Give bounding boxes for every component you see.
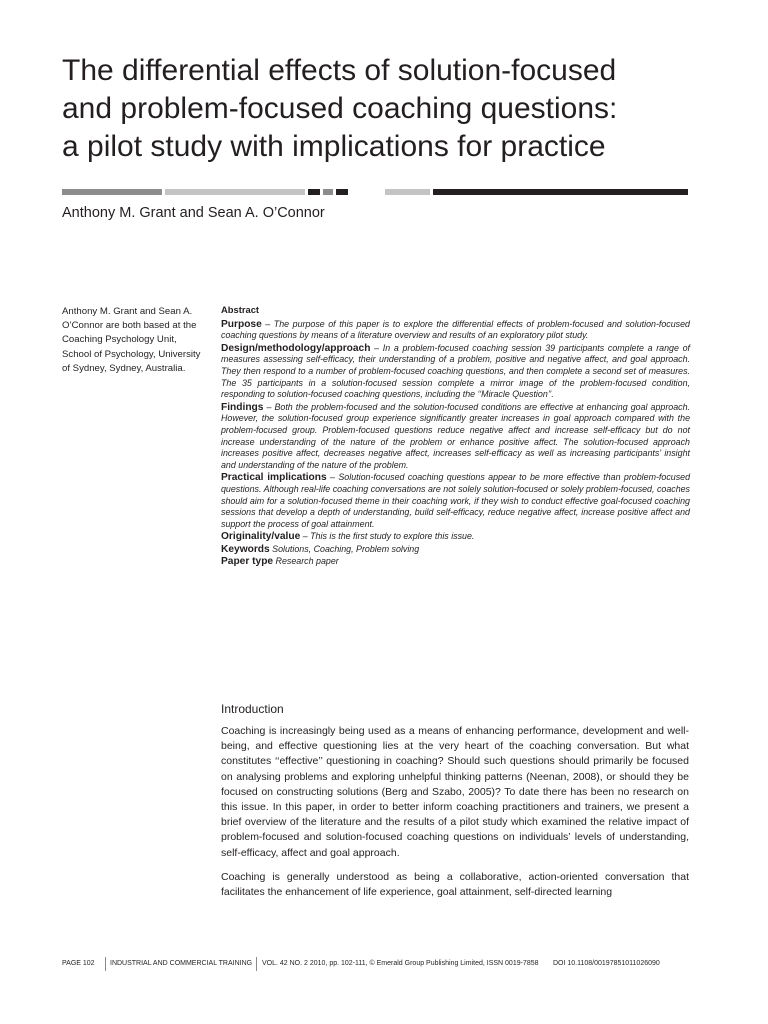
- section-heading: Introduction: [221, 702, 284, 716]
- abstract-implications: [221, 472, 690, 530]
- abstract-label: Design/methodology/approach: [221, 342, 371, 354]
- abstract-findings: [221, 402, 690, 472]
- citation: VOL. 42 NO. 2 2010, pp. 102-111, © Emerald Group Publishing Limited, ISSN 0019-7858: [262, 960, 539, 967]
- doi: DOI 10.1108/00197851011026090: [553, 960, 660, 967]
- title-line-2: and problem-focused coaching questions:: [62, 92, 618, 125]
- rule-segment: [323, 189, 333, 195]
- page-number: PAGE 102: [62, 960, 95, 967]
- abstract-label: Originality/value: [221, 531, 301, 543]
- rule-segment: [165, 189, 305, 195]
- abstract-text: Research paper: [273, 556, 339, 567]
- abstract-design: [221, 343, 690, 401]
- abstract-text: – Solution-focused coaching questions appear to be more effective than problem-focused questions. Although real-life coaching conversations are not solely solution-focused or solely problem-focused, coaches should aim for a solution-focused theme in their coaching work, if they wish to conduct effective goal-focused coaching sessions that develop a depth of understanding, build self-efficacy, reduce negative affect, increase positive affect and support the process of goal attainment.: [221, 472, 691, 529]
- abstract-text: – Both the problem-focused and the solution-focused conditions are effective at enhancing goal approach. However, the solution-focused group experience significantly greater increases in goal approach compared with the problem-focused group. Problem-focused questions reduce negative affect and increase self-efficacy but do not increase understanding of the nature of the problem or enhance positive affect. The solution-focused approach increases positive affect, decreases negative affect, increases self-efficacy as well as increasing participants’ insight and understanding of the nature of the problem.: [221, 401, 690, 470]
- abstract-text: – In a problem-focused coaching session 39 participants complete a range of measures assessing self-efficacy, their understanding of a problem, positive and negative affect, and goal approach. They then respond to a number of problem-focused coaching questions, and then complete a second set of measures. The 35 participants in a solution-focused session complete a mirror image of the problem-focused condition, responding to solution-focused coaching questions, including the ‘‘Miracle Question’’.: [221, 342, 690, 400]
- footer-divider: [256, 957, 257, 971]
- abstract-label: Practical implications: [221, 472, 327, 484]
- article-title: [62, 52, 722, 166]
- body-paragraph: Coaching is increasingly being used as a means of enhancing performance, development and well-being, and effective questioning lies at the very heart of the coaching conversation. But what constitutes ‘‘effective’’ questioning in coaching? Should such questions should primarily be focused on analysing problems and exploring unhelpful thinking patterns (Neenan, 2008), or should they be focused on constructing solutions (Berg and Szabo, 2005)? To date there has been no research on this issue. In this paper, in order to better inform coaching practitioners and trainers, we present a brief overview of the literature and the results of a pilot study which examined the relative impact of problem-focused and solution-focused coaching questions on individuals’ levels of understanding, self-efficacy, affect and goal approach.: [221, 725, 689, 859]
- authors: Anthony M. Grant and Sean A. O’Connor: [62, 205, 325, 221]
- author-affiliation: Anthony M. Grant and Sean A. O’Connor are both based at the Coaching Psychology Unit, School of Psychology, University of Sydney, Sydney, Australia.: [62, 306, 201, 374]
- rule-segment: [336, 189, 348, 195]
- abstract-text: – The purpose of this paper is to explore the differential effects of problem-focused and solution-focused coaching questions by means of a literature overview and results of an exploratory pilot study.: [221, 318, 690, 341]
- abstract-label: Paper type: [221, 556, 274, 568]
- rule-segment: [308, 189, 320, 195]
- journal-name: INDUSTRIAL AND COMMERCIAL TRAINING: [110, 960, 253, 967]
- rule-segment: [62, 189, 162, 195]
- abstract-label: Keywords: [221, 543, 270, 555]
- abstract-label: Purpose: [221, 318, 262, 330]
- abstract-label: Findings: [221, 401, 264, 413]
- abstract: [221, 304, 690, 569]
- title-line-3: a pilot study with implications for practice: [62, 130, 606, 163]
- abstract-keywords: [221, 544, 690, 556]
- rule-segment: [433, 189, 688, 195]
- page-footer: [62, 957, 690, 971]
- body-paragraph: Coaching is generally understood as being a collaborative, action-oriented conversation that facilitates the enhancement of life experience, goal attainment, self-directed learning: [221, 870, 689, 899]
- abstract-text: – This is the first study to explore this issue.: [300, 531, 475, 542]
- body-text: [221, 724, 689, 909]
- abstract-purpose: [221, 319, 690, 342]
- abstract-paper-type: [221, 556, 690, 568]
- rule-segment: [385, 189, 430, 195]
- abstract-originality: [221, 531, 690, 543]
- title-line-1: The differential effects of solution-focused: [62, 54, 617, 87]
- footer-divider: [105, 957, 106, 971]
- abstract-heading: Abstract: [221, 304, 260, 315]
- abstract-text: Solutions, Coaching, Problem solving: [269, 543, 420, 554]
